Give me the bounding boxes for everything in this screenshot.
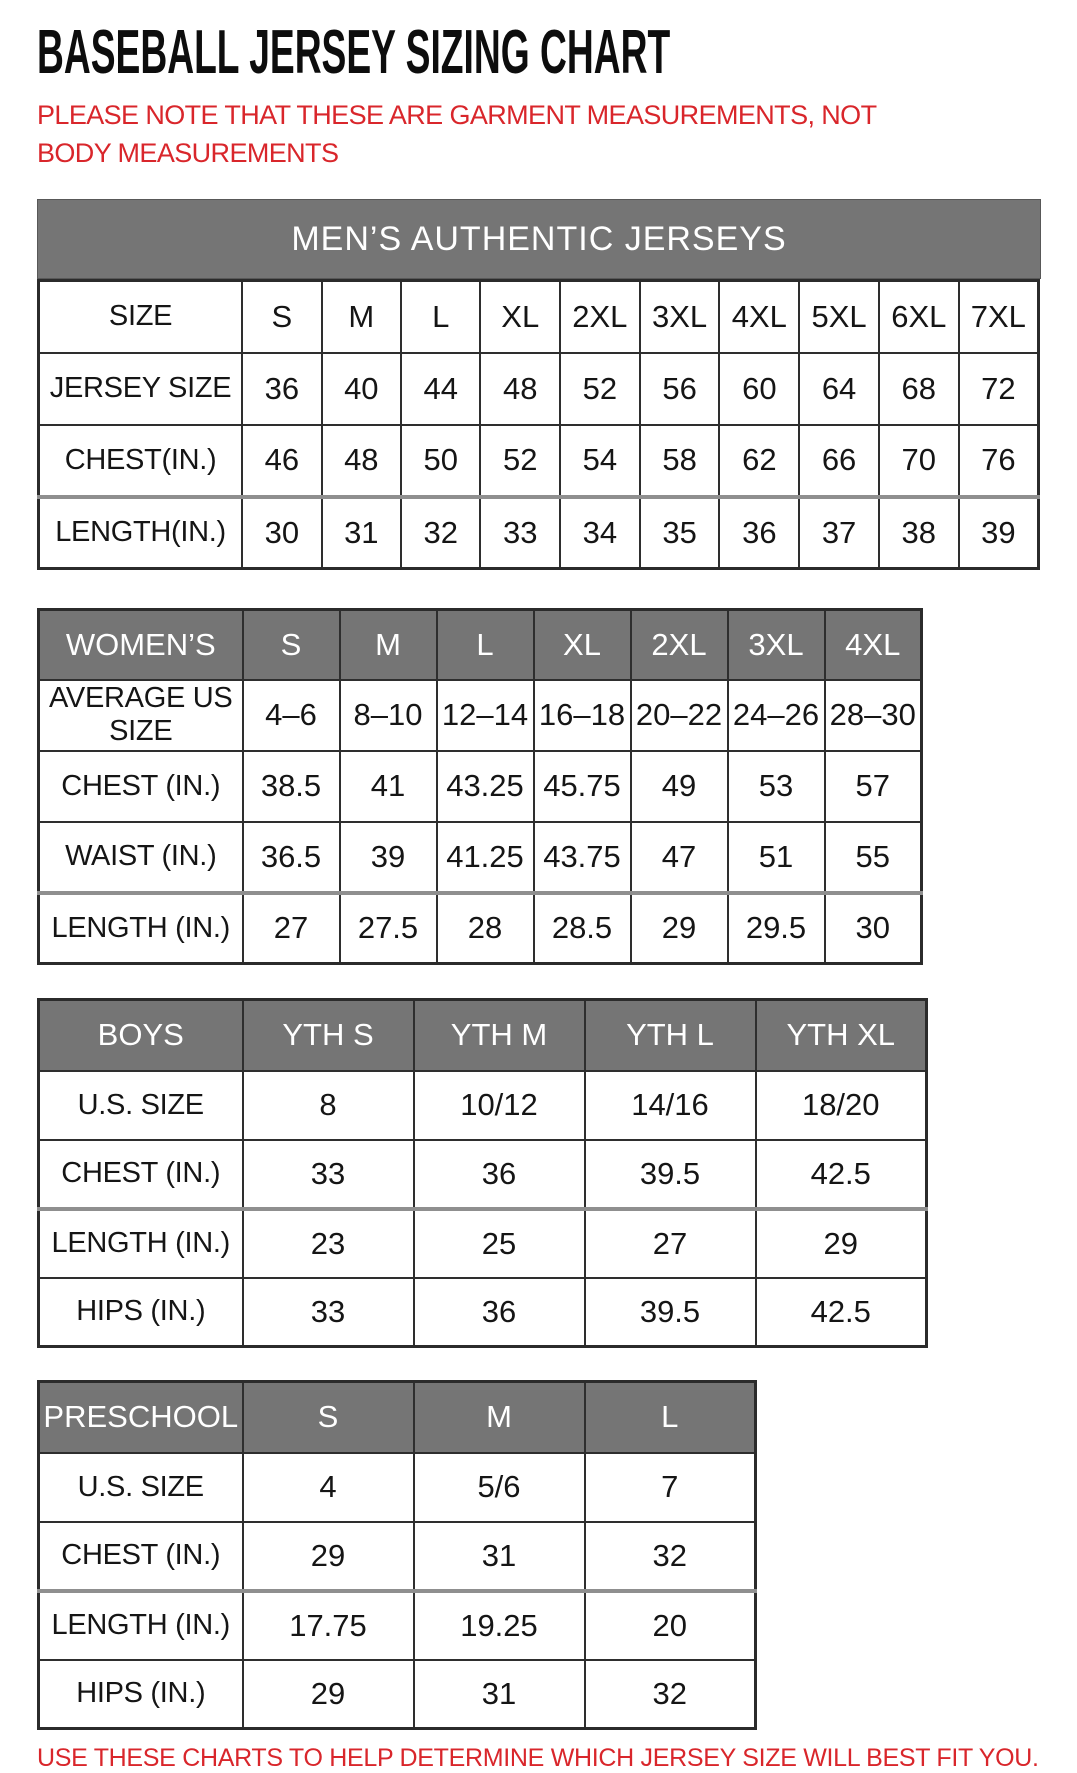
cell-value: 27 — [585, 1209, 756, 1278]
column-header: YTH XL — [756, 1000, 927, 1071]
table-row — [39, 893, 922, 964]
column-header: XL — [534, 610, 631, 680]
cell-value: 55 — [825, 822, 922, 893]
cell-value: 16–18 — [534, 680, 631, 751]
cell-value: 31 — [414, 1660, 585, 1729]
cell-value: 8–10 — [340, 680, 437, 751]
cell-value: 14/16 — [585, 1071, 756, 1140]
cell-value: 62 — [719, 425, 799, 497]
preschool-table-section — [37, 1380, 1040, 1730]
cell-value: 43.25 — [437, 751, 534, 822]
cell-value: 39 — [959, 497, 1039, 569]
row-label: JERSEY SIZE — [39, 353, 243, 425]
cell-value: 48 — [322, 425, 401, 497]
cell-value: 33 — [480, 497, 560, 569]
row-label: LENGTH(IN.) — [39, 497, 243, 569]
cell-value: 41 — [340, 751, 437, 822]
column-header: L — [437, 610, 534, 680]
mens-authentic-jerseys-banner: MEN’S AUTHENTIC JERSEYS — [37, 199, 1041, 279]
cell-value: 42.5 — [756, 1278, 927, 1347]
boys-header-row — [39, 1000, 927, 1071]
cell-value: 2XL — [560, 281, 640, 353]
cell-value: 23 — [243, 1209, 414, 1278]
column-header: S — [243, 610, 340, 680]
column-header: YTH S — [243, 1000, 414, 1071]
cell-value: 7 — [585, 1453, 756, 1522]
cell-value: 70 — [879, 425, 959, 497]
column-header: M — [340, 610, 437, 680]
cell-value: 52 — [560, 353, 640, 425]
table-row — [39, 822, 922, 893]
cell-value: 44 — [401, 353, 480, 425]
cell-value: 28 — [437, 893, 534, 964]
cell-value: 36 — [242, 353, 321, 425]
preschool-header-label: PRESCHOOL — [39, 1382, 243, 1453]
mens-size-table — [37, 279, 1040, 570]
column-header: 4XL — [825, 610, 922, 680]
cell-value: 32 — [585, 1522, 756, 1591]
cell-value: 17.75 — [243, 1591, 414, 1660]
cell-value: 32 — [401, 497, 480, 569]
cell-value: 58 — [640, 425, 720, 497]
row-label: CHEST (IN.) — [39, 1140, 243, 1209]
table-row — [39, 425, 1039, 497]
womens-header-row — [39, 610, 922, 680]
cell-value: 33 — [243, 1278, 414, 1347]
table-row — [39, 353, 1039, 425]
cell-value: 29 — [243, 1660, 414, 1729]
cell-value: 12–14 — [437, 680, 534, 751]
mens-table-section — [37, 279, 1040, 570]
column-header: S — [243, 1382, 414, 1453]
cell-value: 54 — [560, 425, 640, 497]
cell-value: 33 — [243, 1140, 414, 1209]
cell-value: 47 — [631, 822, 728, 893]
cell-value: 7XL — [959, 281, 1039, 353]
row-label: U.S. SIZE — [39, 1071, 243, 1140]
cell-value: 6XL — [879, 281, 959, 353]
cell-value: 57 — [825, 751, 922, 822]
cell-value: 68 — [879, 353, 959, 425]
cell-value: 4XL — [719, 281, 799, 353]
row-label: AVERAGE US SIZE — [39, 680, 243, 751]
cell-value: 28–30 — [825, 680, 922, 751]
cell-value: 37 — [799, 497, 879, 569]
cell-value: 31 — [322, 497, 401, 569]
cell-value: 18/20 — [756, 1071, 927, 1140]
table-row — [39, 1071, 927, 1140]
cell-value: 29 — [631, 893, 728, 964]
table-row — [39, 1591, 756, 1660]
row-label: HIPS (IN.) — [39, 1278, 243, 1347]
cell-value: 42.5 — [756, 1140, 927, 1209]
cell-value: 25 — [414, 1209, 585, 1278]
cell-value: 30 — [825, 893, 922, 964]
cell-value: 38.5 — [243, 751, 340, 822]
table-row — [39, 680, 922, 751]
cell-value: S — [242, 281, 321, 353]
column-header: L — [585, 1382, 756, 1453]
cell-value: 35 — [640, 497, 720, 569]
row-label: LENGTH (IN.) — [39, 1209, 243, 1278]
row-label: LENGTH (IN.) — [39, 893, 243, 964]
table-row — [39, 1522, 756, 1591]
table-row — [39, 751, 922, 822]
cell-value: 60 — [719, 353, 799, 425]
boys-size-table — [37, 998, 928, 1348]
cell-value: 27 — [243, 893, 340, 964]
row-label: HIPS (IN.) — [39, 1660, 243, 1729]
cell-value: 39.5 — [585, 1140, 756, 1209]
row-label: WAIST (IN.) — [39, 822, 243, 893]
cell-value: 52 — [480, 425, 560, 497]
page-title: BASEBALL JERSEY SIZING CHART — [37, 18, 671, 87]
cell-value: XL — [480, 281, 560, 353]
womens-table-section — [37, 608, 1040, 965]
preschool-size-table — [37, 1380, 757, 1730]
cell-value: 20 — [585, 1591, 756, 1660]
row-label: SIZE — [39, 281, 243, 353]
table-row — [39, 1453, 756, 1522]
cell-value: 20–22 — [631, 680, 728, 751]
cell-value: 28.5 — [534, 893, 631, 964]
cell-value: 27.5 — [340, 893, 437, 964]
table-row — [39, 1140, 927, 1209]
row-label: CHEST (IN.) — [39, 1522, 243, 1591]
cell-value: 38 — [879, 497, 959, 569]
cell-value: 5XL — [799, 281, 879, 353]
cell-value: 43.75 — [534, 822, 631, 893]
cell-value: 76 — [959, 425, 1039, 497]
table-row — [39, 1660, 756, 1729]
cell-value: 66 — [799, 425, 879, 497]
cell-value: 39 — [340, 822, 437, 893]
row-label: CHEST (IN.) — [39, 751, 243, 822]
cell-value: 31 — [414, 1522, 585, 1591]
cell-value: 45.75 — [534, 751, 631, 822]
table-row — [39, 1209, 927, 1278]
cell-value: 29.5 — [728, 893, 825, 964]
preschool-header-row — [39, 1382, 756, 1453]
boys-table-section — [37, 998, 1040, 1348]
cell-value: 40 — [322, 353, 401, 425]
cell-value: 50 — [401, 425, 480, 497]
cell-value: 41.25 — [437, 822, 534, 893]
womens-size-table — [37, 608, 923, 965]
cell-value: 19.25 — [414, 1591, 585, 1660]
column-header: YTH M — [414, 1000, 585, 1071]
footer-note: USE THESE CHARTS TO HELP DETERMINE WHICH JERSEY SIZE WILL BEST FIT YOU. — [37, 1744, 1039, 1772]
cell-value: 3XL — [640, 281, 720, 353]
row-label: CHEST(IN.) — [39, 425, 243, 497]
cell-value: 8 — [243, 1071, 414, 1140]
cell-value: 36 — [414, 1278, 585, 1347]
column-header: 2XL — [631, 610, 728, 680]
cell-value: L — [401, 281, 480, 353]
column-header: YTH L — [585, 1000, 756, 1071]
cell-value: 53 — [728, 751, 825, 822]
cell-value: 4–6 — [243, 680, 340, 751]
cell-value: 29 — [243, 1522, 414, 1591]
cell-value: 51 — [728, 822, 825, 893]
column-header: 3XL — [728, 610, 825, 680]
cell-value: 24–26 — [728, 680, 825, 751]
cell-value: 5/6 — [414, 1453, 585, 1522]
cell-value: 34 — [560, 497, 640, 569]
row-label: U.S. SIZE — [39, 1453, 243, 1522]
column-header: M — [414, 1382, 585, 1453]
cell-value: 72 — [959, 353, 1039, 425]
cell-value: 36 — [719, 497, 799, 569]
cell-value: 39.5 — [585, 1278, 756, 1347]
cell-value: 10/12 — [414, 1071, 585, 1140]
cell-value: 36 — [414, 1140, 585, 1209]
cell-value: 49 — [631, 751, 728, 822]
cell-value: 36.5 — [243, 822, 340, 893]
cell-value: 30 — [242, 497, 321, 569]
garment-measurement-note: PLEASE NOTE THAT THESE ARE GARMENT MEASUREMENTS, NOT BODY MEASUREMENTS — [37, 100, 876, 168]
cell-value: M — [322, 281, 401, 353]
cell-value: 29 — [756, 1209, 927, 1278]
boys-header-label: BOYS — [39, 1000, 243, 1071]
table-row — [39, 497, 1039, 569]
row-label: LENGTH (IN.) — [39, 1591, 243, 1660]
cell-value: 48 — [480, 353, 560, 425]
cell-value: 56 — [640, 353, 720, 425]
table-row — [39, 1278, 927, 1347]
cell-value: 32 — [585, 1660, 756, 1729]
cell-value: 64 — [799, 353, 879, 425]
cell-value: 46 — [242, 425, 321, 497]
table-row — [39, 281, 1039, 353]
womens-header-label: WOMEN’S — [39, 610, 243, 680]
cell-value: 4 — [243, 1453, 414, 1522]
